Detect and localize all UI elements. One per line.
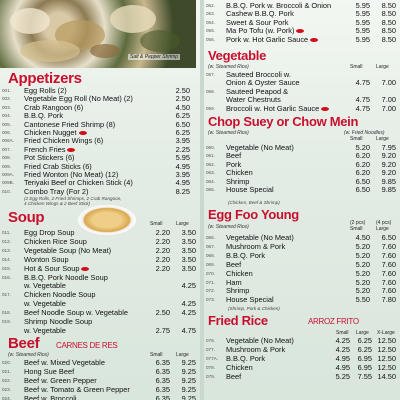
item-price: 12.50 [377,336,396,345]
right-column [204,0,400,400]
item-number: 060. [206,145,215,150]
menu-item-row [204,354,400,363]
item-price: 5.95 [355,26,370,36]
item-price: 2.20 [155,236,170,246]
eggfooyoung-col2-pcs: (4 pcs) [376,220,392,226]
item-price: 4.75 [181,325,196,335]
item-price: 2.25 [175,144,190,154]
item-price: 5.20 [355,241,370,251]
item-price: 12.50 [377,353,396,363]
item-name: Sauteed Broccoli w. [226,70,291,79]
menu-item-row [204,104,400,113]
item-name: Combo Tray (For 2) [24,186,89,196]
item-name: Beef w. Mixed Vegetable [24,358,105,367]
item-price: 6.25 [357,344,372,354]
menu-item-row [0,326,200,335]
menu-item-row [0,308,200,317]
item-name: Mushroom & Pork [226,241,286,251]
soup-large-header: Large [176,221,189,227]
item-price: 3.95 [175,136,190,146]
item-name: Beef [226,371,242,381]
menu-item-row [204,295,400,304]
item-price: 12.50 [377,344,396,354]
item-price: 4.75 [355,103,370,113]
item-number: 055. [206,28,215,34]
item-price: 6.95 [357,362,372,372]
item-price: 5.20 [355,277,370,287]
item-name: Wonton Soup [24,254,69,264]
item-name: Vegetable Egg Roll (No Meat) (2) [24,94,133,104]
item-price: 4.25 [335,336,350,345]
item-price: 4.75 [355,78,370,88]
item-number: 002. [2,96,11,102]
item-name: Broccoli w. Hot Garlic Sauce [226,104,329,113]
friedrice-subtitle-es: ARROZ FRITO [308,317,359,326]
item-price: 7.00 [381,78,396,88]
item-name: House Special [226,295,274,305]
item-price: 5.95 [355,9,370,19]
item-name: Teriyaki Beef or Chicken Stick (4) [24,178,133,188]
item-name: Vegetable (No Meat) [226,233,294,242]
item-number: 006. [2,130,11,135]
eggfooyoung-col1-size: Small [350,226,363,232]
item-price: 3.50 [181,254,196,264]
item-name: Chicken [226,168,253,178]
item-number: 003. [2,104,11,110]
hot-spicy-icon [321,107,329,111]
item-price: 5.50 [355,295,370,305]
item-price: 8.25 [175,186,190,196]
item-price: 6.35 [155,384,170,394]
item-name: B.B.Q. Pork [226,353,266,363]
beef-subtitle-es: CARNES DE RES [56,341,118,350]
item-number: 007. [2,146,11,152]
appetizers-title: Appetizers [8,70,82,87]
item-price: 2.50 [155,308,170,318]
menu-item-row [204,233,400,242]
item-number: 079. [206,373,215,379]
item-price: 4.95 [175,161,190,171]
vegetable-steamed-note: (w. Steamed Rice) [208,64,249,70]
item-price: 6.25 [357,336,372,345]
menu-item-row [0,264,200,273]
item-number: 061. [206,153,215,159]
friedrice-small-header: Small [336,330,349,336]
item-price: 9.20 [381,168,396,178]
item-price: 3.50 [181,263,196,273]
item-price: 4.25 [181,281,196,291]
item-price: 7.60 [381,268,396,278]
menu-item-row [0,376,200,385]
item-number: 078. [206,364,215,370]
item-name: Shrimp Noodle Soup [24,317,93,326]
item-price: 3.50 [181,236,196,246]
hot-spicy-icon [310,38,318,42]
item-price: 2.50 [175,94,190,104]
item-price: 5.95 [175,153,190,163]
chopsuey-large-header: Large [376,136,389,142]
menu-item-row [0,187,200,196]
item-name: Pork w. Hot Garlic Sauce [226,35,318,44]
item-number: 020. [2,360,11,365]
item-price: 6.50 [355,176,370,186]
menu-item-row [204,372,400,381]
item-price: 9.85 [381,176,396,186]
item-name: Sauteed Peapod & [226,86,289,96]
item-name: Egg Rolls (2) [24,86,67,95]
item-number: 071. [206,279,215,285]
hot-spicy-icon [79,131,87,135]
item-price: 9.20 [381,159,396,169]
item-price: 4.50 [175,102,190,112]
item-price: 9.25 [181,366,196,376]
item-price: 4.95 [335,353,350,363]
item-price: 6.20 [355,168,370,178]
item-number: 015. [2,265,11,271]
item-number: 016. [2,274,11,280]
menu-item-row [0,237,200,246]
item-name: Vegetable Soup (No Meat) [24,245,112,255]
menu-item-row [204,345,400,354]
item-number: 005. [2,121,11,127]
item-price: 7.00 [381,103,396,113]
item-price: 6.35 [155,375,170,385]
item-number: 008. [2,155,11,161]
item-price: 2.20 [155,254,170,264]
item-number: 054. [206,19,215,25]
menu-item-row [0,299,200,308]
photo-caption: Salt & Pepper Shrimp [130,54,179,60]
hot-spicy-icon [296,29,304,33]
vegetable-title: Vegetable [208,48,266,63]
menu-item-row [0,228,200,237]
item-name: Beef w. Green Pepper [24,375,97,385]
item-price: 8.50 [381,17,396,27]
item-number: 069. [206,261,215,267]
item-price: 6.20 [355,151,370,161]
eggfooyoung-house-note: (Shrimp, Pork & Chicken) [228,306,280,311]
item-price: 2.20 [155,228,170,237]
hot-spicy-icon [67,148,75,152]
item-price: 5.20 [355,286,370,296]
item-name: Hong Sue Beef [24,366,75,376]
item-name: French Fries [24,145,75,154]
menu-item-row [204,286,400,295]
item-name: Fried Wonton (No Meat) (12) [24,170,119,179]
friedrice-xlarge-header: X-Large [377,330,395,336]
chopsuey-title: Chop Suey or Chow Mein [208,114,359,129]
item-price: 7.55 [357,371,372,381]
menu-item-row [0,246,200,255]
item-number: 077. [206,346,215,352]
item-name: Chicken [226,362,253,372]
item-number: 011. [2,230,11,235]
item-name: Pork [226,159,242,169]
item-price: 8.50 [381,1,396,10]
item-number: 013. [2,247,11,253]
item-name: Fried Crab Sticks (6) [24,161,92,171]
item-name: Vegetable (No Meat) [226,143,294,152]
beef-large-header: Large [176,352,189,358]
item-price: 7.60 [381,286,396,296]
item-price: 7.60 [381,259,396,269]
chopsuey-small-header: Small [350,136,363,142]
item-price: 8.50 [381,9,396,19]
item-number: 077A. [206,355,219,361]
item-price: 4.95 [175,178,190,188]
item-number: 001. [2,88,11,93]
item-name: Mushroom & Pork [226,344,286,354]
item-number: 024. [2,395,11,400]
beef-small-header: Small [150,352,163,358]
item-price: 6.50 [381,233,396,242]
item-price: 7.60 [381,250,396,260]
item-name: Onion & Oyster Sauce [226,78,300,88]
item-number: 018. [2,310,11,316]
item-price: 5.20 [355,143,370,152]
item-name: Cantonese Fried Shrimp (8) [24,119,116,129]
item-name: Beef [226,259,242,269]
menu-item-row [0,367,200,376]
item-number: 062. [206,161,215,167]
item-name: Hot & Sour Soup [24,264,89,273]
item-price: 5.95 [355,17,370,27]
item-price: 14.50 [377,371,396,381]
item-price: 8.50 [381,26,396,36]
item-price: 6.35 [155,366,170,376]
item-name: Crab Rangoon (6) [24,102,84,112]
menu-item-row [204,185,400,194]
combo-note-2: 4 Chicken Wings & 2 Beef Stick) [24,201,91,206]
item-price: 9.25 [181,375,196,385]
item-price: 6.50 [175,119,190,129]
item-price: 6.25 [175,128,190,137]
item-price: 2.75 [155,325,170,335]
item-price: 4.95 [335,362,350,372]
item-price: 9.25 [181,358,196,367]
menu-item-row [0,394,200,400]
item-number: 065. [206,187,215,192]
menu-item-row [204,242,400,251]
hot-spicy-icon [81,267,89,271]
item-name: Water Chestnuts [226,95,281,105]
menu-item-row [0,273,200,282]
menu-item-row [204,269,400,278]
item-price: 4.25 [181,308,196,318]
item-price: 3.50 [181,245,196,255]
menu-item-row [204,35,400,44]
eggfooyoung-col1-pcs: (2 pcs) [350,220,366,226]
item-price: 2.50 [175,86,190,95]
beef-steamed-note: (w. Steamed Rice) [8,352,49,358]
item-price: 5.95 [355,34,370,44]
beef-title: Beef [8,335,40,352]
item-name: Beef w. Broccoli [24,393,77,400]
item-price: 2.20 [155,263,170,273]
item-price: 3.95 [175,170,190,179]
item-price: 9.85 [381,185,396,194]
item-number: 059. [206,105,215,111]
item-number: 009B. [2,180,15,186]
item-price: 6.50 [355,185,370,194]
soup-small-header: Small [150,221,163,227]
chopsuey-house-note: (Chicken, Beef & Shrimp) [228,200,280,205]
item-name: Beef Noodle Soup w. Vegetable [24,308,128,318]
item-number: 066. [206,235,215,240]
menu-item-row [204,251,400,260]
item-name: Beef w. Tomato & Green Pepper [24,384,130,394]
item-price: 7.60 [381,277,396,287]
item-name: w. Vegetable [24,281,66,291]
item-number: 019. [2,319,11,324]
vegetable-large-header: Large [376,64,389,70]
item-price: 7.80 [381,295,396,305]
item-number: 076. [206,338,215,343]
item-price: 12.50 [377,362,396,372]
item-name: Egg Drop Soup [24,228,75,237]
item-number: 009. [2,163,11,169]
item-price: 6.35 [155,358,170,367]
item-number: 052. [206,3,215,8]
item-name: Pot Stickers (6) [24,153,75,163]
item-price: 9.20 [381,151,396,161]
item-name: Vegetable (No Meat) [226,336,294,345]
item-name: Fried Chicken Wings (6) [24,136,104,146]
item-price: 6.25 [175,111,190,121]
item-name: House Special [226,185,274,194]
item-number: 010. [2,188,11,194]
item-price: 7.00 [381,95,396,105]
item-price: 9.25 [181,393,196,400]
item-number: 053. [206,11,215,17]
vegetable-small-header: Small [350,64,363,70]
item-number: 022. [2,377,11,383]
menu-item-row [0,255,200,264]
item-price: 4.25 [181,299,196,309]
item-number: 064. [206,178,215,184]
item-price: 4.75 [355,95,370,105]
item-name: Shrimp [226,286,250,296]
item-number: 023. [2,386,11,392]
item-number: 006A. [2,138,15,144]
friedrice-large-header: Large [356,330,369,336]
chopsuey-fried-note: (w. Fried Noodles) [344,130,385,136]
eggfooyoung-col2-size: Large [376,226,389,232]
soup-title: Soup [8,209,45,226]
item-number: 004. [2,113,11,119]
item-price: 5.25 [335,371,350,381]
item-price: 8.50 [381,34,396,44]
item-price: 2.20 [155,245,170,255]
item-price: 5.20 [355,250,370,260]
item-number: 070. [206,270,215,276]
item-number: 021. [2,368,11,374]
menu-item-row [0,317,200,326]
item-price: 7.60 [381,241,396,251]
item-price: 4.25 [335,344,350,354]
friedrice-title: Fried Rice [208,313,268,328]
item-name: Sweet & Sour Pork [226,17,289,27]
menu-item-row [0,358,200,367]
menu-item-row [0,385,200,394]
item-name: Ma Po Tofu (w. Pork) [226,26,304,35]
item-price: 6.20 [355,159,370,169]
item-name: w. Vegetable [24,299,66,309]
item-price: 7.95 [381,143,396,152]
item-price: 6.35 [155,393,170,400]
item-name: Chicken [226,268,253,278]
item-name: B.B.Q. Pork [226,250,266,260]
eggfooyoung-title: Egg Foo Young [208,207,299,222]
item-price: 6.95 [357,353,372,363]
item-name: Chicken Nugget [24,128,87,137]
item-price: 5.95 [355,1,370,10]
item-name: Cashew B.B.Q. Pork [226,9,294,19]
eggfooyoung-steamed-note: (w. Steamed Rice) [208,224,249,230]
item-name: w. Vegetable [24,325,66,335]
item-number: 063. [206,170,215,176]
item-price: 5.20 [355,259,370,269]
item-number: 009A. [2,172,15,177]
item-price: 5.20 [355,268,370,278]
menu-item-row [0,281,200,290]
item-number: 073. [206,297,215,303]
item-number: 017. [2,292,11,298]
item-number: 067. [206,243,215,249]
item-number: 056. [206,36,215,42]
item-name: Chicken Noodle Soup [24,290,96,300]
menu-item-row [0,290,200,299]
item-number: 058. [206,88,215,94]
item-name: Chicken Rice Soup [24,236,87,246]
item-number: 072. [206,288,215,294]
menu-item-row [204,336,400,345]
item-price: 4.50 [355,233,370,242]
item-name: Beef [226,151,242,161]
item-name: B.B.Q. Pork [24,111,64,121]
menu-item-row [204,260,400,269]
item-price: 3.50 [181,228,196,237]
combo-note-1: (2 Egg Rolls, 2 Fried Shrimps, 2 Crab Rangoon, [24,196,122,201]
item-number: 057. [206,72,215,77]
item-price: 9.25 [181,384,196,394]
item-name: Ham [226,277,242,287]
menu-item-row [204,278,400,287]
item-name: B.B.Q. Pork Noodle Soup [24,272,108,282]
chopsuey-steamed-note: (w. Steamed Rice) [208,130,249,136]
item-name: Shrimp [226,176,250,186]
item-name: B.B.Q. Pork w. Broccoli & Onion [226,1,332,10]
item-number: 068. [206,252,215,258]
item-number: 014. [2,256,11,262]
item-number: 012. [2,238,11,244]
menu-item-row [204,363,400,372]
